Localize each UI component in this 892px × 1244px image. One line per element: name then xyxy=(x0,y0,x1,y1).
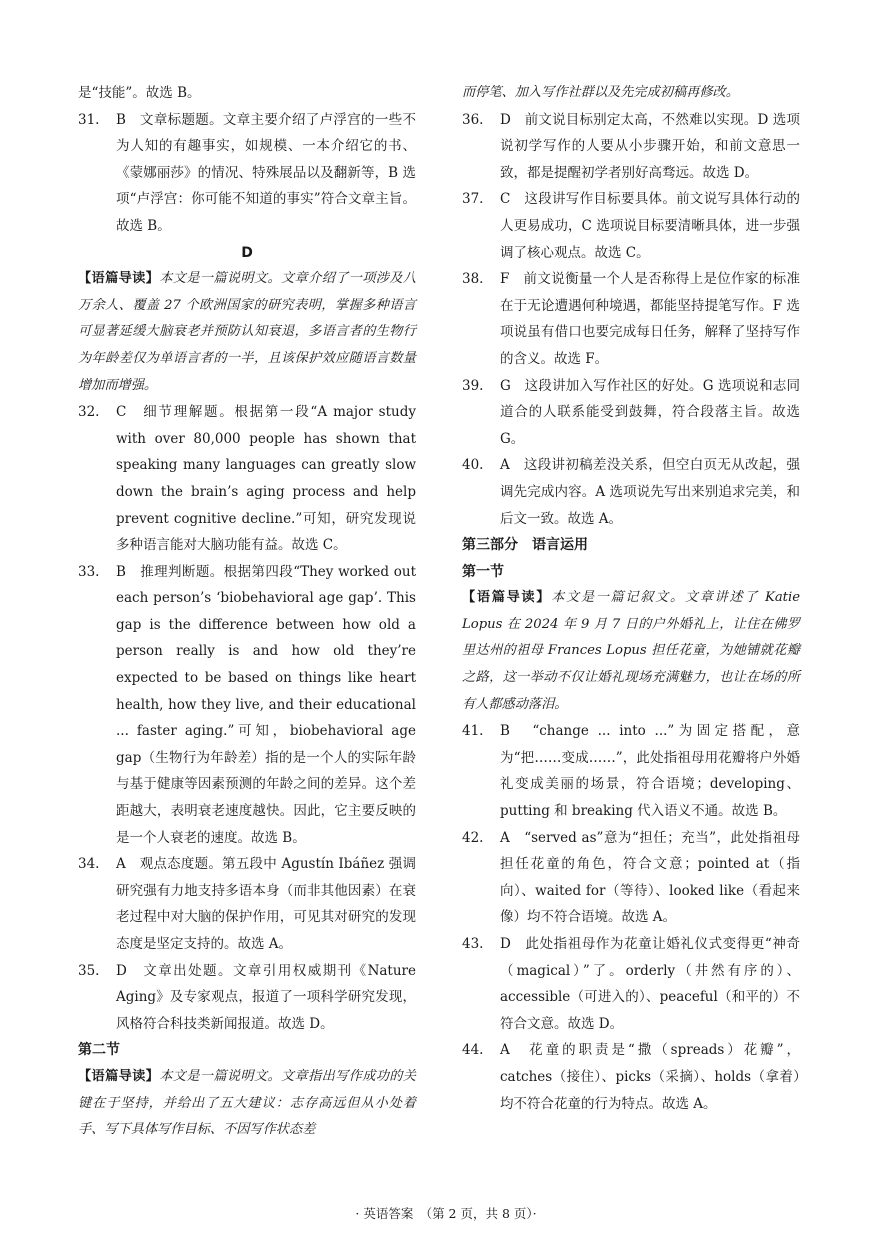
answer-number: 40. xyxy=(462,457,484,474)
answer-number: 44. xyxy=(462,1042,484,1059)
answer-text: B 文章标题题。文章主要介绍了卢浮宫的一些不为人知的有趣事实，如规模、一本介绍它的书、《蒙娜丽莎》的情况、特殊展品以及翻新等，B 选项“卢浮宫：你可能不知道的事实”符合文章主旨。故选 B。 xyxy=(116,111,416,234)
left-lead-line: 是“技能”。故选 B。 xyxy=(78,85,201,101)
answer-39 xyxy=(462,373,800,453)
answer-37 xyxy=(462,186,800,266)
reading-guide-section-2 xyxy=(78,1064,416,1144)
answer-number: 31. xyxy=(78,111,100,128)
answer-text: F 前文说衡量一个人是否称得上是位作家的标准在于无论遭遇何种境遇，都能坚持提笔写作。F 选项说虽有借口也要完成每日任务，解释了坚持写作的含义。故选 F。 xyxy=(500,271,800,367)
answer-text: A 这段讲初稿差没关系，但空白页无从改起，强调先完成内容。A 选项说先写出来别追求完美，和后文一致。故选 A。 xyxy=(500,457,800,527)
answer-text: G 这段讲加入写作社区的好处。G 选项说和志同道合的人联系能受到鼓舞，符合段落主旨。故选 G。 xyxy=(500,377,800,447)
answer-44 xyxy=(462,1037,800,1117)
right-lead-line: 而停笔、加入写作社群以及先完成初稿再修改。 xyxy=(462,85,739,100)
answer-number: 41. xyxy=(462,723,484,740)
answer-text: A “served as”意为“担任；充当”，此处指祖母担任花童的角色，符合文意；pointed at（指向）、waited for（等待）、looked like（看起来像）均不符合语境。故选 A。 xyxy=(500,829,800,926)
answer-42 xyxy=(462,825,800,931)
part-3-heading: 第三部分 语言运用 xyxy=(462,537,588,554)
answer-text: D 文章出处题。文章引用权威期刊《Nature Aging》及专家观点，报道了一项科学研究发现，风格符合科技类新闻报道。故选 D。 xyxy=(116,962,416,1032)
answer-text: A 花童的职责是“撒（spreads）花瓣”，catches（接住）、picks（采摘）、holds（拿着）均不符合花童的行为特点。故选 A。 xyxy=(500,1042,800,1112)
answer-text: D 此处指祖母作为花童让婚礼仪式变得更“神奇（magical）”了。orderly（井然有序的）、accessible（可进入的）、peaceful（和平的）不符合文意。故选 D。 xyxy=(500,936,800,1032)
answer-text: C 这段讲写作目标要具体。前文说写具体行动的人更易成功，C 选项说目标要清晰具体，进一步强调了核心观点。故选 C。 xyxy=(500,191,800,261)
answer-40 xyxy=(462,452,800,532)
answer-number: 32. xyxy=(78,404,100,421)
answer-41 xyxy=(462,718,800,824)
answer-number: 42. xyxy=(462,829,484,846)
reading-guide-d xyxy=(78,266,416,399)
answer-36 xyxy=(462,107,800,187)
answer-31 xyxy=(78,107,416,240)
answer-text: B 推理判断题。根据第四段“They worked out each person’s ‘biobehavioral age gap’. This gap is the difference between how old a person really is and how old they’re expected to be based on things like heart health, how they live, and their educational ... faster aging.”可知，biobehavioral age gap（生物行为年龄差）指的是一个人的实际年龄与基于健康等因素预测的年龄之间的差异。这个差距越大，表明衰老速度越快。因此，它主要反映的是一个人衰老的速度。故选 B。 xyxy=(116,563,416,846)
guide-text: 本文是一篇记叙文。文章讲述了 Katie Lopus 在 2024 年 9 月 7 日的户外婚礼上，让住在佛罗里达州的祖母 Frances Lopus 担任花童，为她铺就花瓣之路，这一举动不仅让婚礼现场充满魅力，也让在场的所有人都感动落泪。 xyxy=(462,590,801,712)
guide-label: 【语篇导读】 xyxy=(78,1068,160,1084)
guide-text: 本文是一篇说明文。文章介绍了一项涉及八万余人、覆盖 27 个欧洲国家的研究表明，掌握多种语言可显著延缓大脑衰老并预防认知衰退，多语言者的生物行为年龄差仅为单语言者的一半，且该保护效应随语言数量增加而增强。 xyxy=(78,271,416,393)
answer-text: A 观点态度题。第五段中 Agustín Ibáñez 强调研究强有力地支持多语本身（而非其他因素）在衰老过程中对大脑的保护作用，可见其对研究的发现态度是坚定支持的。故选 A。 xyxy=(116,856,416,952)
left-column xyxy=(78,80,416,1144)
answer-text: B “change ... into ...”为固定搭配，意为“把……变成……”，此处指祖母用花瓣将户外婚礼变成美丽的场景，符合语境；developing、putting 和 breaking 代入语义不通。故选 B。 xyxy=(500,723,800,820)
answer-text: C 细节理解题。根据第一段“A major study with over 80,000 people has shown that speaking many languages can greatly slow down the brain’s aging process and help prevent cognitive decline.”可知，研究发现说多种语言能对大脑功能有益。故选 C。 xyxy=(116,404,416,554)
section-1-heading: 第一节 xyxy=(462,563,504,580)
reading-guide-part-3 xyxy=(462,585,800,718)
answer-34 xyxy=(78,851,416,957)
guide-label: 【语篇导读】 xyxy=(462,590,552,606)
page-footer: · 英语答案 （第 2 页，共 8 页）· xyxy=(355,1206,537,1221)
answer-number: 38. xyxy=(462,271,484,288)
answer-number: 43. xyxy=(462,936,484,952)
right-column xyxy=(462,80,800,1117)
guide-text: 本文是一篇说明文。文章指出写作成功的关键在于坚持，并给出了五大建议：志存高远但从小处着手、写下具体写作目标、不因写作状态差 xyxy=(78,1068,416,1138)
answer-number: 39. xyxy=(462,377,484,394)
answer-33 xyxy=(78,559,416,852)
answer-number: 34. xyxy=(78,856,100,873)
answer-32 xyxy=(78,399,416,559)
answer-number: 36. xyxy=(462,111,484,128)
section-2-heading: 第二节 xyxy=(78,1042,120,1059)
section-d-heading: D xyxy=(241,244,253,261)
answer-43 xyxy=(462,931,800,1037)
answer-38 xyxy=(462,266,800,372)
answer-number: 37. xyxy=(462,191,484,208)
answer-number: 35. xyxy=(78,962,100,979)
guide-label: 【语篇导读】 xyxy=(78,271,160,287)
answer-35 xyxy=(78,958,416,1038)
answer-number: 33. xyxy=(78,563,100,580)
answer-text: D 前文说目标别定太高，不然难以实现。D 选项说初学写作的人要从小步骤开始，和前文意思一致，都是提醒初学者别好高骛远。故选 D。 xyxy=(500,111,800,181)
